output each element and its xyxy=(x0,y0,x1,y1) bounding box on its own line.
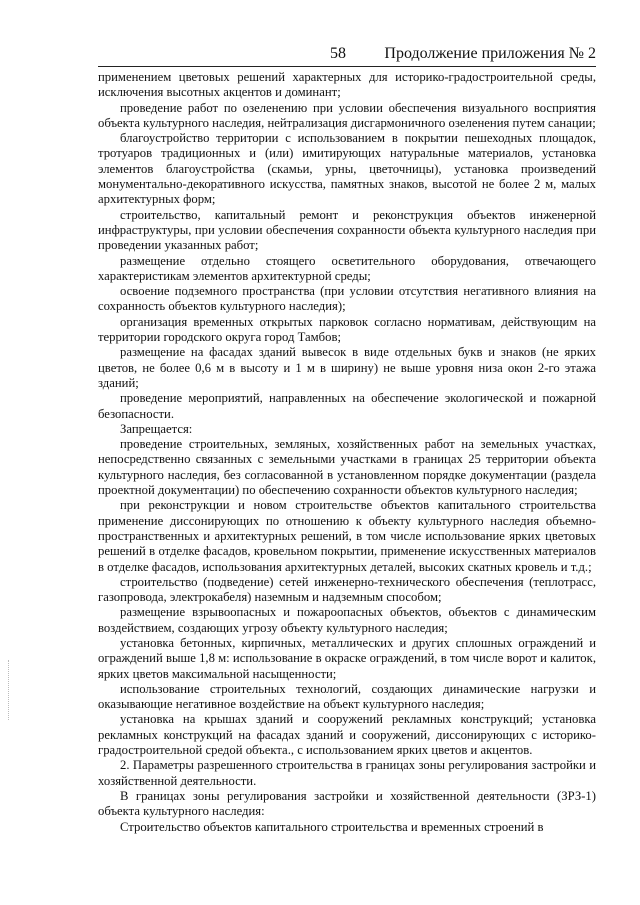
paragraph: благоустройство территории с использованием в покрытии пешеходных площадок, тротуаров традиционных и (или) имитирующих натуральные материалов, установка элементов благоустройства (скамьи, урны, цветочницы), установка произведений монументально-декоративного искусства, памятных знаков, высотой не более 2 м, малых архитектурных форм; xyxy=(98,131,596,207)
paragraph: строительство (подведение) сетей инженерно-технического обеспечения (теплотрасс, газопровода, электрокабеля) наземным и надземным способом; xyxy=(98,574,596,605)
paragraph: использование строительных технологий, создающих динамические нагрузки и оказывающие негативное воздействие на объект культурного наследия; xyxy=(98,681,596,712)
paragraph: строительство, капитальный ремонт и реконструкция объектов инженерной инфраструктуры, при условии обеспечения сохранности объекта культурного наследия при проведении указанных работ; xyxy=(98,207,596,253)
header-title: Продолжение приложения № 2 xyxy=(384,45,596,62)
paragraph: при реконструкции и новом строительстве объектов капитального строительства применение диссонирующих по отношению к объекту культурного наследия объемно-пространственных и архитектурных решений, в том числе использование ярких цветовых решений в отделке фасадов, кровельном покрытии, применение искусственных материалов в отделке фасадов, использования архитектурных деталей, высоких скатных кровель и т.д.; xyxy=(98,498,596,574)
document-body xyxy=(98,70,596,835)
paragraph: проведение работ по озеленению при условии обеспечения визуального восприятия объекта культурного наследия, нейтрализация дисгармоничного озеленения путем санации; xyxy=(98,100,596,130)
paragraph: размещение взрывоопасных и пожароопасных объектов, объектов с динамическим воздействием, создающих угрозу объекту культурного наследия; xyxy=(98,605,596,635)
paragraph: установка на крышах зданий и сооружений рекламных конструкций; установка рекламных конструкций на фасадах зданий и сооружений, диссонирующих с историко-градостроительной средой объекта., с использованием ярких цветов и акцентов. xyxy=(98,712,596,758)
paragraph: Строительство объектов капитального строительства и временных строений в xyxy=(120,819,544,834)
scan-margin-mark xyxy=(8,660,13,720)
paragraph: 2. Параметры разрешенного строительства в границах зоны регулирования застройки и хозяйственной деятельности. xyxy=(98,758,596,788)
paragraph: освоение подземного пространства (при условии отсутствия негативного влияния на сохранность объектов культурного наследия); xyxy=(98,284,596,314)
paragraph: В границах зоны регулирования застройки и хозяйственной деятельности (ЗРЗ-1) объекта культурного наследия: xyxy=(98,788,596,819)
header-rule xyxy=(98,66,596,67)
paragraph: проведение строительных, земляных, хозяйственных работ на земельных участках, непосредственно связанных с земельными участками в границах 25 территории объекта культурного наследия, без согласованной в установленном порядке документации (раздела проектной документации) по обеспечению сохранности объектов культурного наследия; xyxy=(98,437,596,498)
paragraph: применением цветовых решений характерных для историко-градостроительной среды, исключения высотных акцентов и доминант; xyxy=(98,70,596,100)
paragraph: организация временных открытых парковок согласно нормативам, действующим на территории городского округа город Тамбов; xyxy=(98,314,596,345)
page-number: 58 xyxy=(330,45,346,62)
paragraph: размещение на фасадах зданий вывесок в виде отдельных букв и знаков (не ярких цветов, не более 0,6 м в высоту и 1 м в ширину) не выше уровня низа окон 2-го этажа зданий; xyxy=(98,345,596,390)
paragraph: проведение мероприятий, направленных на обеспечение экологической и пожарной безопасности. xyxy=(98,391,596,421)
paragraph: установка бетонных, кирпичных, металлических и других сплошных ограждений и ограждений выше 1,8 м: использование в окраске ограждений, в том числе ворот и калиток, ярких цветов максимальной насыщенности; xyxy=(98,635,596,681)
paragraph: размещение отдельно стоящего осветительного оборудования, отвечающего характеристикам элементов архитектурной среды; xyxy=(98,253,596,283)
paragraph: Запрещается: xyxy=(120,421,193,436)
